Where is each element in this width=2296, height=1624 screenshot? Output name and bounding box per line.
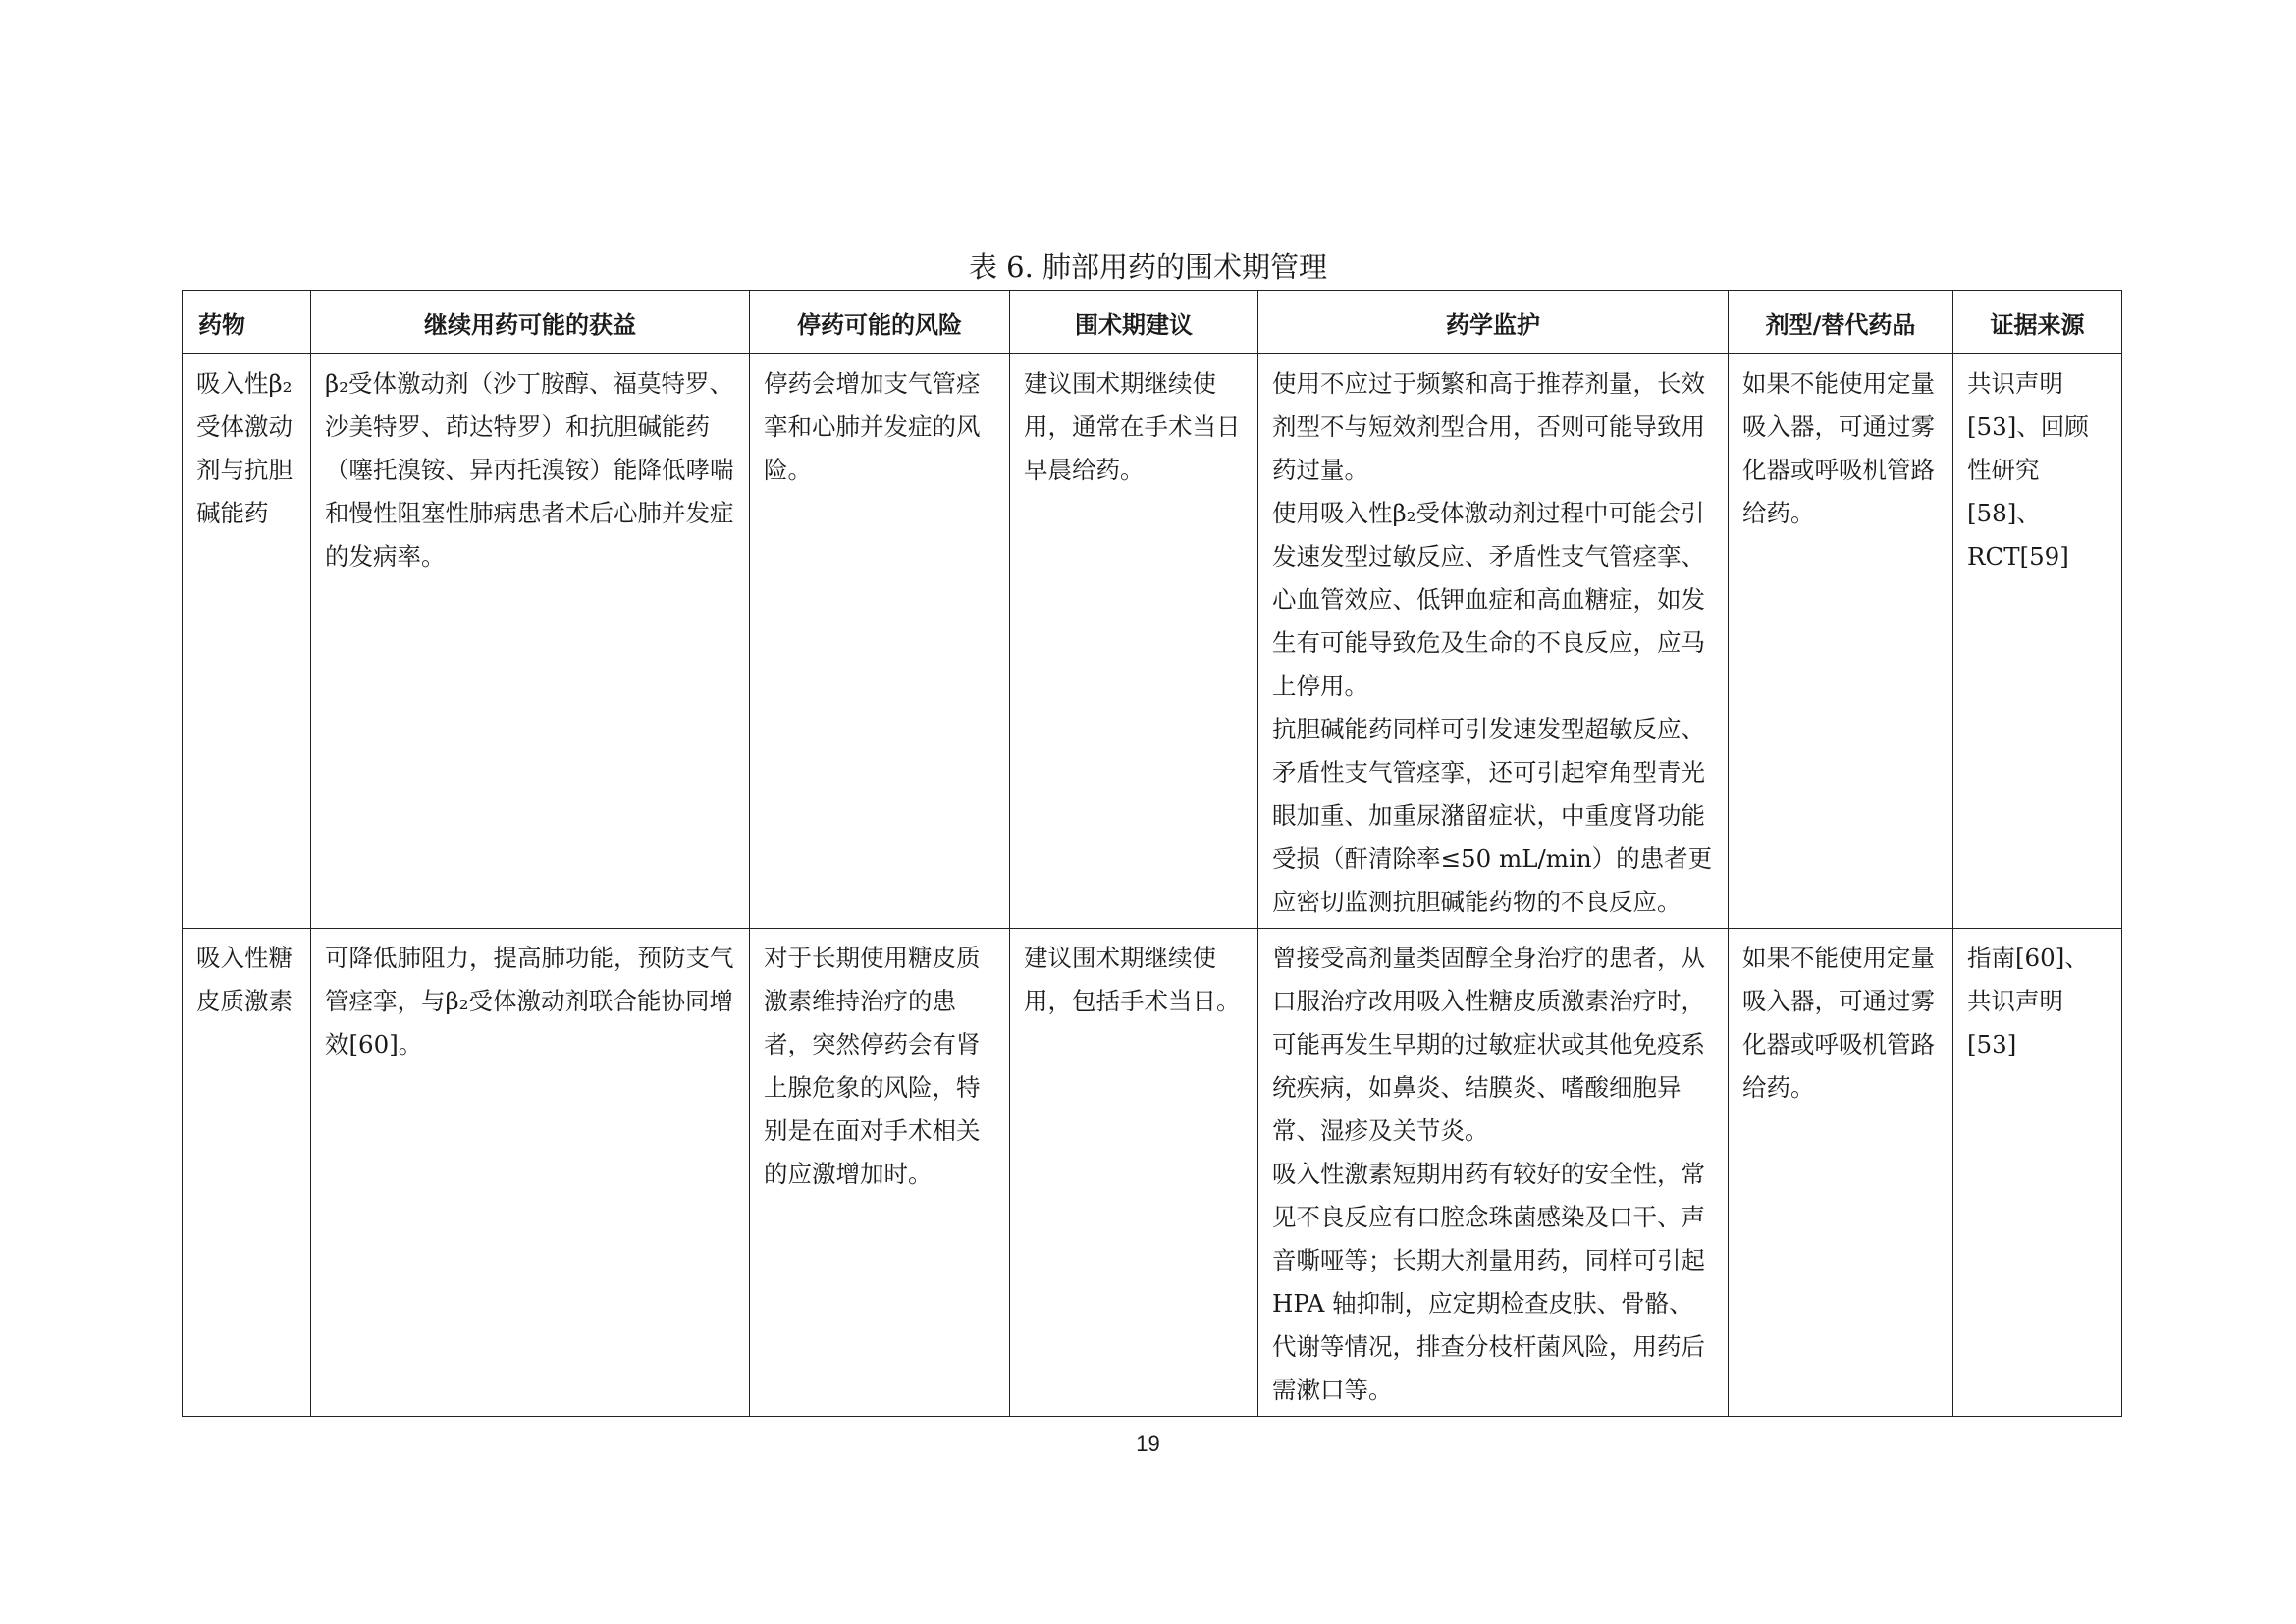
header-risk: 停药可能的风险 [750, 291, 1010, 354]
header-advice: 围术期建议 [1010, 291, 1258, 354]
cell-drug: 吸入性糖皮质激素 [183, 929, 311, 1417]
header-drug: 药物 [183, 291, 311, 354]
header-monitoring: 药学监护 [1258, 291, 1729, 354]
header-evidence: 证据来源 [1953, 291, 2122, 354]
cell-alternative: 如果不能使用定量吸入器，可通过雾化器或呼吸机管路给药。 [1729, 354, 1953, 929]
table-row [183, 354, 2122, 929]
header-alternative: 剂型/替代药品 [1729, 291, 1953, 354]
monitoring-paragraph: 使用吸入性β₂受体激动剂过程中可能会引发速发型过敏反应、矛盾性支气管痉挛、心血管效应、低钾血症和高血糖症，如发生有可能导致危及生命的不良反应，应马上停用。 [1272, 499, 1705, 700]
cell-drug: 吸入性β₂受体激动剂与抗胆碱能药 [183, 354, 311, 929]
monitoring-paragraph: 曾接受高剂量类固醇全身治疗的患者，从口服治疗改用吸入性糖皮质激素治疗时，可能再发生早期的过敏症状或其他免疫系统疾病，如鼻炎、结膜炎、嗜酸细胞异常、湿疹及关节炎。 [1272, 944, 1705, 1145]
cell-alternative: 如果不能使用定量吸入器，可通过雾化器或呼吸机管路给药。 [1729, 929, 1953, 1417]
table-caption: 表 6. 肺部用药的围术期管理 [968, 250, 1328, 284]
perioperative-pulmonary-drug-table [182, 290, 2122, 1417]
cell-risk: 停药会增加支气管痉挛和心肺并发症的风险。 [750, 354, 1010, 929]
page-number: 19 [1136, 1432, 1160, 1456]
cell-advice: 建议围术期继续使用，通常在手术当日早晨给药。 [1010, 354, 1258, 929]
cell-risk: 对于长期使用糖皮质激素维持治疗的患者，突然停药会有肾上腺危象的风险，特别是在面对手术相关的应激增加时。 [750, 929, 1010, 1417]
monitoring-paragraph: 抗胆碱能药同样可引发速发型超敏反应、矛盾性支气管痉挛，还可引起窄角型青光眼加重、加重尿潴留症状，中重度肾功能受损（酐清除率≤50 mL/min）的患者更应密切监测抗胆碱能药物的不良反应。 [1272, 715, 1713, 916]
table-row [183, 929, 2122, 1417]
cell-benefit: β₂受体激动剂（沙丁胺醇、福莫特罗、沙美特罗、茚达特罗）和抗胆碱能药（噻托溴铵、异丙托溴铵）能降低哮喘和慢性阻塞性肺病患者术后心肺并发症的发病率。 [311, 354, 750, 929]
cell-advice: 建议围术期继续使用，包括手术当日。 [1010, 929, 1258, 1417]
cell-monitoring [1258, 929, 1729, 1417]
monitoring-paragraph: 吸入性激素短期用药有较好的安全性，常见不良反应有口腔念珠菌感染及口干、声音嘶哑等；长期大剂量用药，同样可引起HPA 轴抑制，应定期检查皮肤、骨骼、代谢等情况，排查分枝杆菌风险，用药后需漱口等。 [1272, 1160, 1705, 1404]
table-header-row [183, 291, 2122, 354]
header-benefit: 继续用药可能的获益 [311, 291, 750, 354]
cell-monitoring [1258, 354, 1729, 929]
cell-benefit: 可降低肺阻力，提高肺功能，预防支气管痉挛，与β₂受体激动剂联合能协同增效[60]。 [311, 929, 750, 1417]
cell-evidence: 指南[60]、共识声明[53] [1953, 929, 2122, 1417]
cell-evidence: 共识声明[53]、回顾性研究[58]、RCT[59] [1953, 354, 2122, 929]
monitoring-paragraph: 使用不应过于频繁和高于推荐剂量，长效剂型不与短效剂型合用，否则可能导致用药过量。 [1272, 369, 1705, 484]
